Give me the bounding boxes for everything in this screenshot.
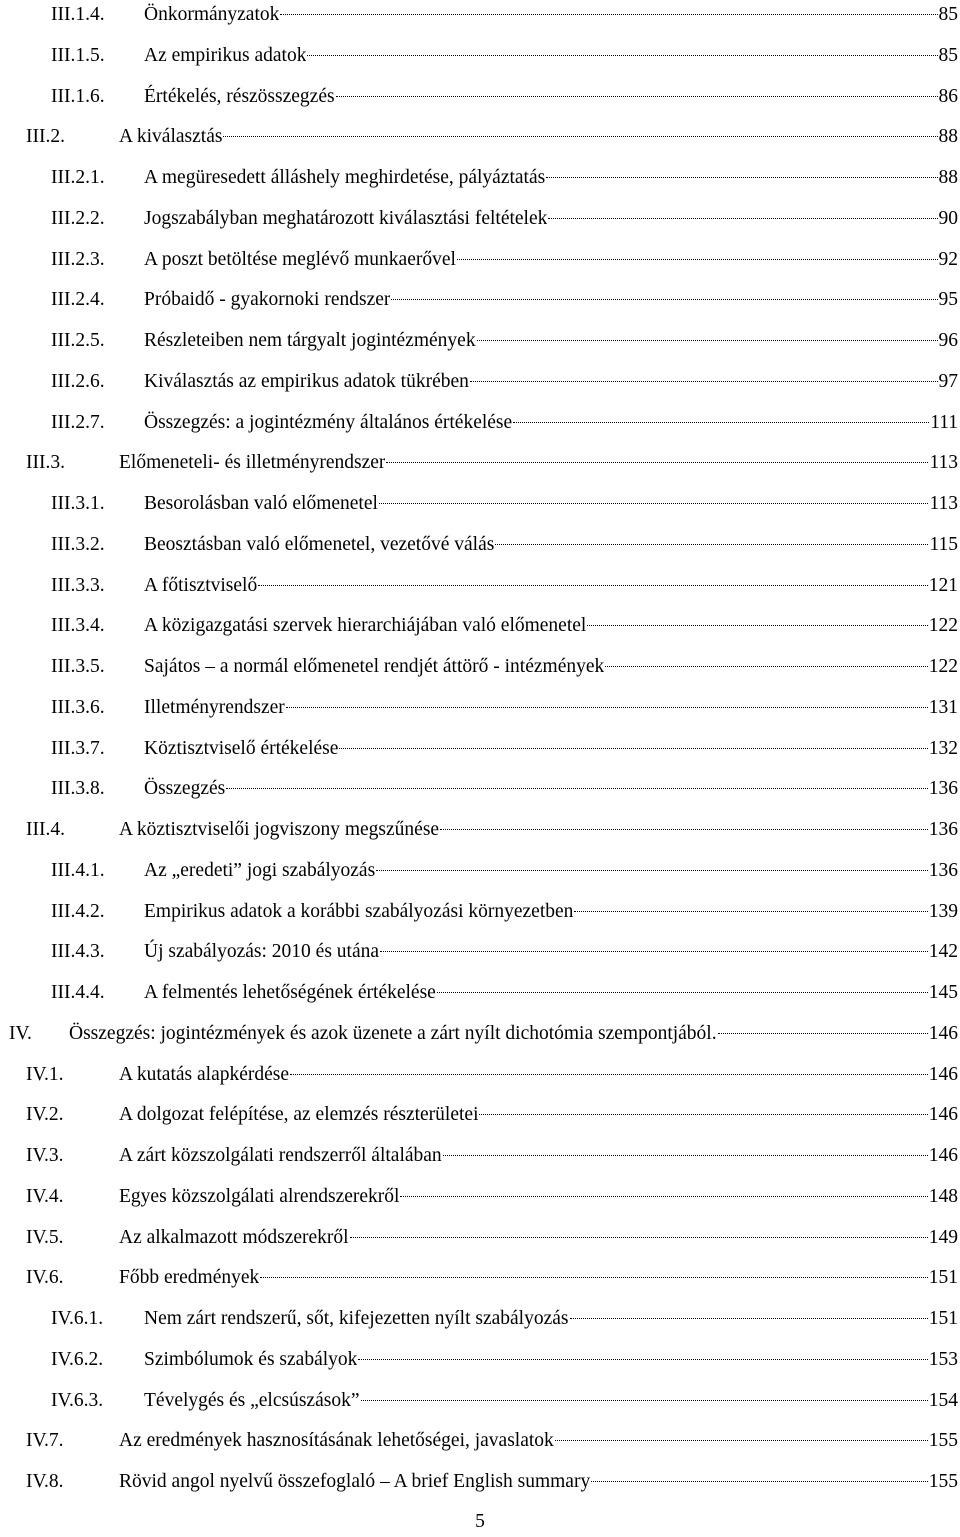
toc-entry-number: III.4.3.: [51, 941, 105, 963]
toc-entry-title: Nem zárt rendszerű, sőt, kifejezetten nyílt szabályozás: [144, 1308, 569, 1329]
toc-dot-leader: [440, 829, 928, 830]
toc-entry-page: 132: [928, 737, 958, 759]
toc-entry-page: 136: [928, 859, 958, 881]
toc-entry-page: 146: [928, 1022, 958, 1044]
toc-dot-leader: [513, 422, 929, 423]
toc-entry-title: Összegzés: a jogintézmény általános értékelése: [144, 411, 513, 433]
toc-entry[interactable]: [51, 489, 958, 519]
toc-entry-number: IV.3.: [26, 1145, 64, 1166]
toc-entry-number: IV.4.: [26, 1185, 64, 1207]
toc-dot-leader: [457, 259, 938, 260]
toc-entry-title: Részleteiben nem tárgyalt jogintézmények: [144, 330, 476, 351]
toc-entry-page: 95: [938, 289, 958, 311]
toc-entry-page: 151: [928, 1308, 958, 1329]
toc-entry-title: Egyes közszolgálati alrendszerekről: [119, 1185, 400, 1207]
toc-entry-number: IV.8.: [26, 1471, 64, 1492]
toc-entry-title: A megüresedett álláshely meghirdetése, pályáztatás: [144, 167, 546, 188]
toc-dot-leader: [605, 666, 928, 667]
toc-entry-number: III.3.4.: [51, 615, 105, 637]
toc-entry[interactable]: [26, 815, 958, 845]
toc-dot-leader: [570, 1318, 928, 1319]
toc-entry-title: A zárt közszolgálati rendszerről általában: [119, 1145, 442, 1166]
toc-dot-leader: [339, 748, 927, 749]
toc-entry[interactable]: [26, 1426, 958, 1456]
toc-entry-title: A főtisztviselő: [144, 574, 258, 596]
toc-entry-title: A felmentés lehetőségének értékelése: [144, 982, 436, 1003]
toc-entry-title: Sajátos – a normál előmenetel rendjét áttörő - intézmények: [144, 656, 605, 677]
toc-entry[interactable]: [51, 1304, 958, 1334]
toc-entry[interactable]: [51, 571, 958, 601]
toc-entry-number: III.3.3.: [51, 574, 105, 596]
toc-entry-title: Összegzés: [144, 778, 226, 800]
toc-dot-leader: [358, 1359, 927, 1360]
toc-entry-number: III.4.1.: [51, 859, 105, 881]
toc-entry-number: III.1.5.: [51, 44, 105, 66]
toc-entry-number: III.2.: [26, 126, 65, 148]
toc-dot-leader: [336, 96, 938, 97]
toc-entry-page: 85: [938, 4, 958, 25]
toc-entry-page: 96: [938, 330, 958, 351]
toc-entry-page: 90: [938, 207, 958, 229]
toc-dot-leader: [555, 1440, 928, 1441]
toc-entry-page: 154: [928, 1389, 958, 1411]
toc-entry-number: III.2.4.: [51, 289, 105, 311]
toc-dot-leader: [443, 1155, 928, 1156]
toc-dot-leader: [290, 1074, 928, 1075]
toc-entry-page: 88: [938, 126, 958, 148]
toc-entry-page: 155: [928, 1430, 958, 1452]
toc-dot-leader: [286, 707, 928, 708]
toc-dot-leader: [587, 625, 927, 626]
toc-entry[interactable]: [51, 693, 958, 723]
toc-entry-number: IV.6.1.: [51, 1308, 104, 1329]
toc-entry-page: 146: [928, 1104, 958, 1126]
toc-dot-leader: [495, 544, 928, 545]
toc-entry-number: IV.5.: [26, 1226, 64, 1248]
toc-entry[interactable]: [51, 367, 958, 397]
toc-entry-title: Illetményrendszer: [144, 696, 285, 718]
toc-entry-number: III.3.1.: [51, 493, 105, 514]
toc-dot-leader: [379, 503, 929, 504]
toc-entry-page: 131: [928, 696, 958, 718]
toc-entry-page: 139: [928, 900, 958, 922]
toc-entry[interactable]: [51, 326, 958, 356]
toc-entry-title: A kiválasztás: [119, 126, 223, 148]
toc-entry[interactable]: [51, 408, 958, 438]
toc-entry[interactable]: [51, 41, 958, 71]
toc-entry-number: III.4.2.: [51, 900, 105, 922]
toc-entry-number: III.2.1.: [51, 167, 105, 188]
toc-entry[interactable]: [26, 1467, 958, 1497]
toc-dot-leader: [391, 299, 937, 300]
toc-entry-number: IV.6.: [26, 1267, 64, 1289]
toc-entry-number: IV.1.: [26, 1063, 64, 1085]
toc-entry[interactable]: [51, 82, 958, 112]
toc-dot-leader: [226, 788, 928, 789]
toc-entry-number: IV.7.: [26, 1430, 64, 1452]
toc-entry-page: 121: [928, 574, 958, 596]
toc-dot-leader: [470, 381, 938, 382]
toc-dot-leader: [546, 177, 937, 178]
toc-entry[interactable]: [26, 448, 958, 478]
toc-entry-number: III.1.6.: [51, 85, 105, 107]
toc-dot-leader: [376, 870, 928, 871]
toc-entry[interactable]: [51, 611, 958, 641]
toc-entry[interactable]: [51, 652, 958, 682]
toc-entry-title: Előmeneteli- és illetményrendszer: [119, 452, 386, 474]
toc-entry-number: III.3.6.: [51, 696, 105, 718]
toc-entry-number: IV.6.3.: [51, 1389, 104, 1411]
toc-dot-leader: [437, 992, 928, 993]
toc-entry-title: Az alkalmazott módszerekről: [119, 1226, 349, 1248]
toc-dot-leader: [223, 136, 937, 137]
toc-entry-number: III.4.: [26, 819, 65, 840]
toc-entry-title: Kiválasztás az empirikus adatok tükrében: [144, 370, 469, 392]
toc-dot-leader: [386, 462, 928, 463]
toc-entry-title: Beosztásban való előmenetel, vezetővé válás: [144, 533, 495, 555]
toc-entry-number: IV.6.2.: [51, 1348, 104, 1370]
toc-dot-leader: [548, 218, 937, 219]
toc-entry-page: 136: [928, 819, 958, 840]
toc-dot-leader: [307, 55, 937, 56]
toc-entry-title: Tévelygés és „elcsúszások”: [144, 1389, 360, 1411]
toc-entry[interactable]: [51, 1345, 958, 1375]
toc-entry-page: 151: [928, 1267, 958, 1289]
toc-entry-number: IV.2.: [26, 1104, 64, 1126]
toc-entry-number: III.3.5.: [51, 656, 105, 677]
toc-dot-leader: [591, 1481, 928, 1482]
toc-entry-page: 146: [928, 1145, 958, 1166]
toc-entry[interactable]: [51, 530, 958, 560]
toc-dot-leader: [260, 1277, 927, 1278]
toc-entry-title: Próbaidő - gyakornoki rendszer: [144, 289, 391, 311]
toc-entry-number: III.4.4.: [51, 982, 105, 1003]
toc-entry[interactable]: [26, 1223, 958, 1253]
toc-entry[interactable]: [51, 0, 958, 30]
toc-entry[interactable]: [51, 734, 958, 764]
toc-entry-number: III.2.2.: [51, 207, 105, 229]
toc-entry[interactable]: [26, 1141, 958, 1171]
toc-entry-page: 115: [929, 533, 958, 555]
toc-entry-title: A kutatás alapkérdése: [119, 1063, 290, 1085]
toc-entry-page: 153: [928, 1348, 958, 1370]
toc-entry-title: Köztisztviselő értékelése: [144, 737, 339, 759]
toc-dot-leader: [574, 911, 927, 912]
toc-entry-title: A dolgozat felépítése, az elemzés részterületei: [119, 1104, 479, 1126]
toc-dot-leader: [258, 585, 928, 586]
toc-entry-number: III.3.8.: [51, 778, 105, 800]
toc-entry-number: III.2.5.: [51, 330, 105, 351]
toc-entry[interactable]: [51, 1386, 958, 1416]
toc-dot-leader: [477, 340, 938, 341]
toc-entry-title: Új szabályozás: 2010 és utána: [144, 941, 380, 963]
toc-entry-page: 136: [928, 778, 958, 800]
toc-entry-page: 111: [930, 411, 958, 433]
toc-entry-title: Rövid angol nyelvű összefoglaló – A brief English summary: [119, 1471, 591, 1492]
toc-entry-page: 113: [929, 493, 958, 514]
toc-entry-title: Besorolásban való előmenetel: [144, 493, 378, 514]
toc-entry[interactable]: [51, 897, 958, 927]
toc-entry[interactable]: [51, 774, 958, 804]
toc-entry-page: 122: [928, 656, 958, 677]
toc-entry[interactable]: [51, 204, 958, 234]
toc-entry-page: 122: [928, 615, 958, 637]
toc-entry[interactable]: [26, 122, 958, 152]
toc-entry-page: 85: [938, 44, 958, 66]
toc-dot-leader: [479, 1114, 927, 1115]
toc-entry[interactable]: [51, 978, 958, 1008]
toc-entry[interactable]: [51, 856, 958, 886]
toc-entry-title: Önkormányzatok: [144, 4, 280, 25]
toc-entry-page: 155: [928, 1471, 958, 1492]
toc-entry[interactable]: [26, 1182, 958, 1212]
toc-entry-title: Empirikus adatok a korábbi szabályozási környezetben: [144, 900, 574, 922]
toc-entry-number: IV.: [9, 1022, 32, 1044]
toc-entry[interactable]: [51, 285, 958, 315]
toc-entry[interactable]: [51, 245, 958, 275]
toc-entry[interactable]: [9, 1019, 958, 1049]
toc-entry-title: Szimbólumok és szabályok: [144, 1348, 358, 1370]
toc-entry-title: A közigazgatási szervek hierarchiájában való előmenetel: [144, 615, 587, 637]
toc-entry-title: Az „eredeti” jogi szabályozás: [144, 859, 376, 881]
toc-entry-title: Főbb eredmények: [119, 1267, 260, 1289]
toc-entry-title: Az empirikus adatok: [144, 44, 307, 66]
toc-entry[interactable]: [26, 1060, 958, 1090]
toc-entry-title: Összegzés: jogintézmények és azok üzenete a zárt nyílt dichotómia szempontjából.: [69, 1022, 717, 1044]
toc-entry-page: 92: [938, 248, 958, 270]
toc-dot-leader: [280, 14, 937, 15]
toc-entry-page: 146: [928, 1063, 958, 1085]
toc-entry-title: Az eredmények hasznosításának lehetőségei, javaslatok: [119, 1430, 554, 1452]
toc-entry-page: 97: [938, 370, 958, 392]
toc-entry-page: 142: [928, 941, 958, 963]
toc-entry-title: Jogszabályban meghatározott kiválasztási feltételek: [144, 207, 548, 229]
toc-entry-page: 88: [938, 167, 958, 188]
toc-entry-number: III.1.4.: [51, 4, 105, 25]
toc-entry-title: A poszt betöltése meglévő munkaerővel: [144, 248, 456, 270]
toc-entry-page: 148: [928, 1185, 958, 1207]
toc-entry-number: III.3.2.: [51, 533, 105, 555]
toc-entry[interactable]: [51, 163, 958, 193]
toc-entry-number: III.2.7.: [51, 411, 105, 433]
toc-entry-number: III.3.: [26, 452, 65, 474]
toc-dot-leader: [350, 1237, 928, 1238]
page-number: 5: [475, 1511, 485, 1532]
toc-entry-number: III.3.7.: [51, 737, 105, 759]
toc-entry[interactable]: [51, 937, 958, 967]
toc-entry-title: A köztisztviselői jogviszony megszűnése: [119, 819, 440, 840]
toc-entry-number: III.2.6.: [51, 370, 105, 392]
toc-dot-leader: [380, 951, 928, 952]
toc-dot-leader: [361, 1400, 928, 1401]
toc-entry-page: 145: [928, 982, 958, 1003]
toc-dot-leader: [400, 1196, 927, 1197]
toc-entry-page: 113: [929, 452, 958, 474]
toc-entry[interactable]: [26, 1263, 958, 1293]
toc-entry-page: 149: [928, 1226, 958, 1248]
toc-entry-page: 86: [938, 85, 958, 107]
toc-entry-title: Értékelés, részösszegzés: [144, 85, 335, 107]
toc-entry[interactable]: [26, 1100, 958, 1130]
toc-entry-number: III.2.3.: [51, 248, 105, 270]
toc-dot-leader: [718, 1033, 928, 1034]
